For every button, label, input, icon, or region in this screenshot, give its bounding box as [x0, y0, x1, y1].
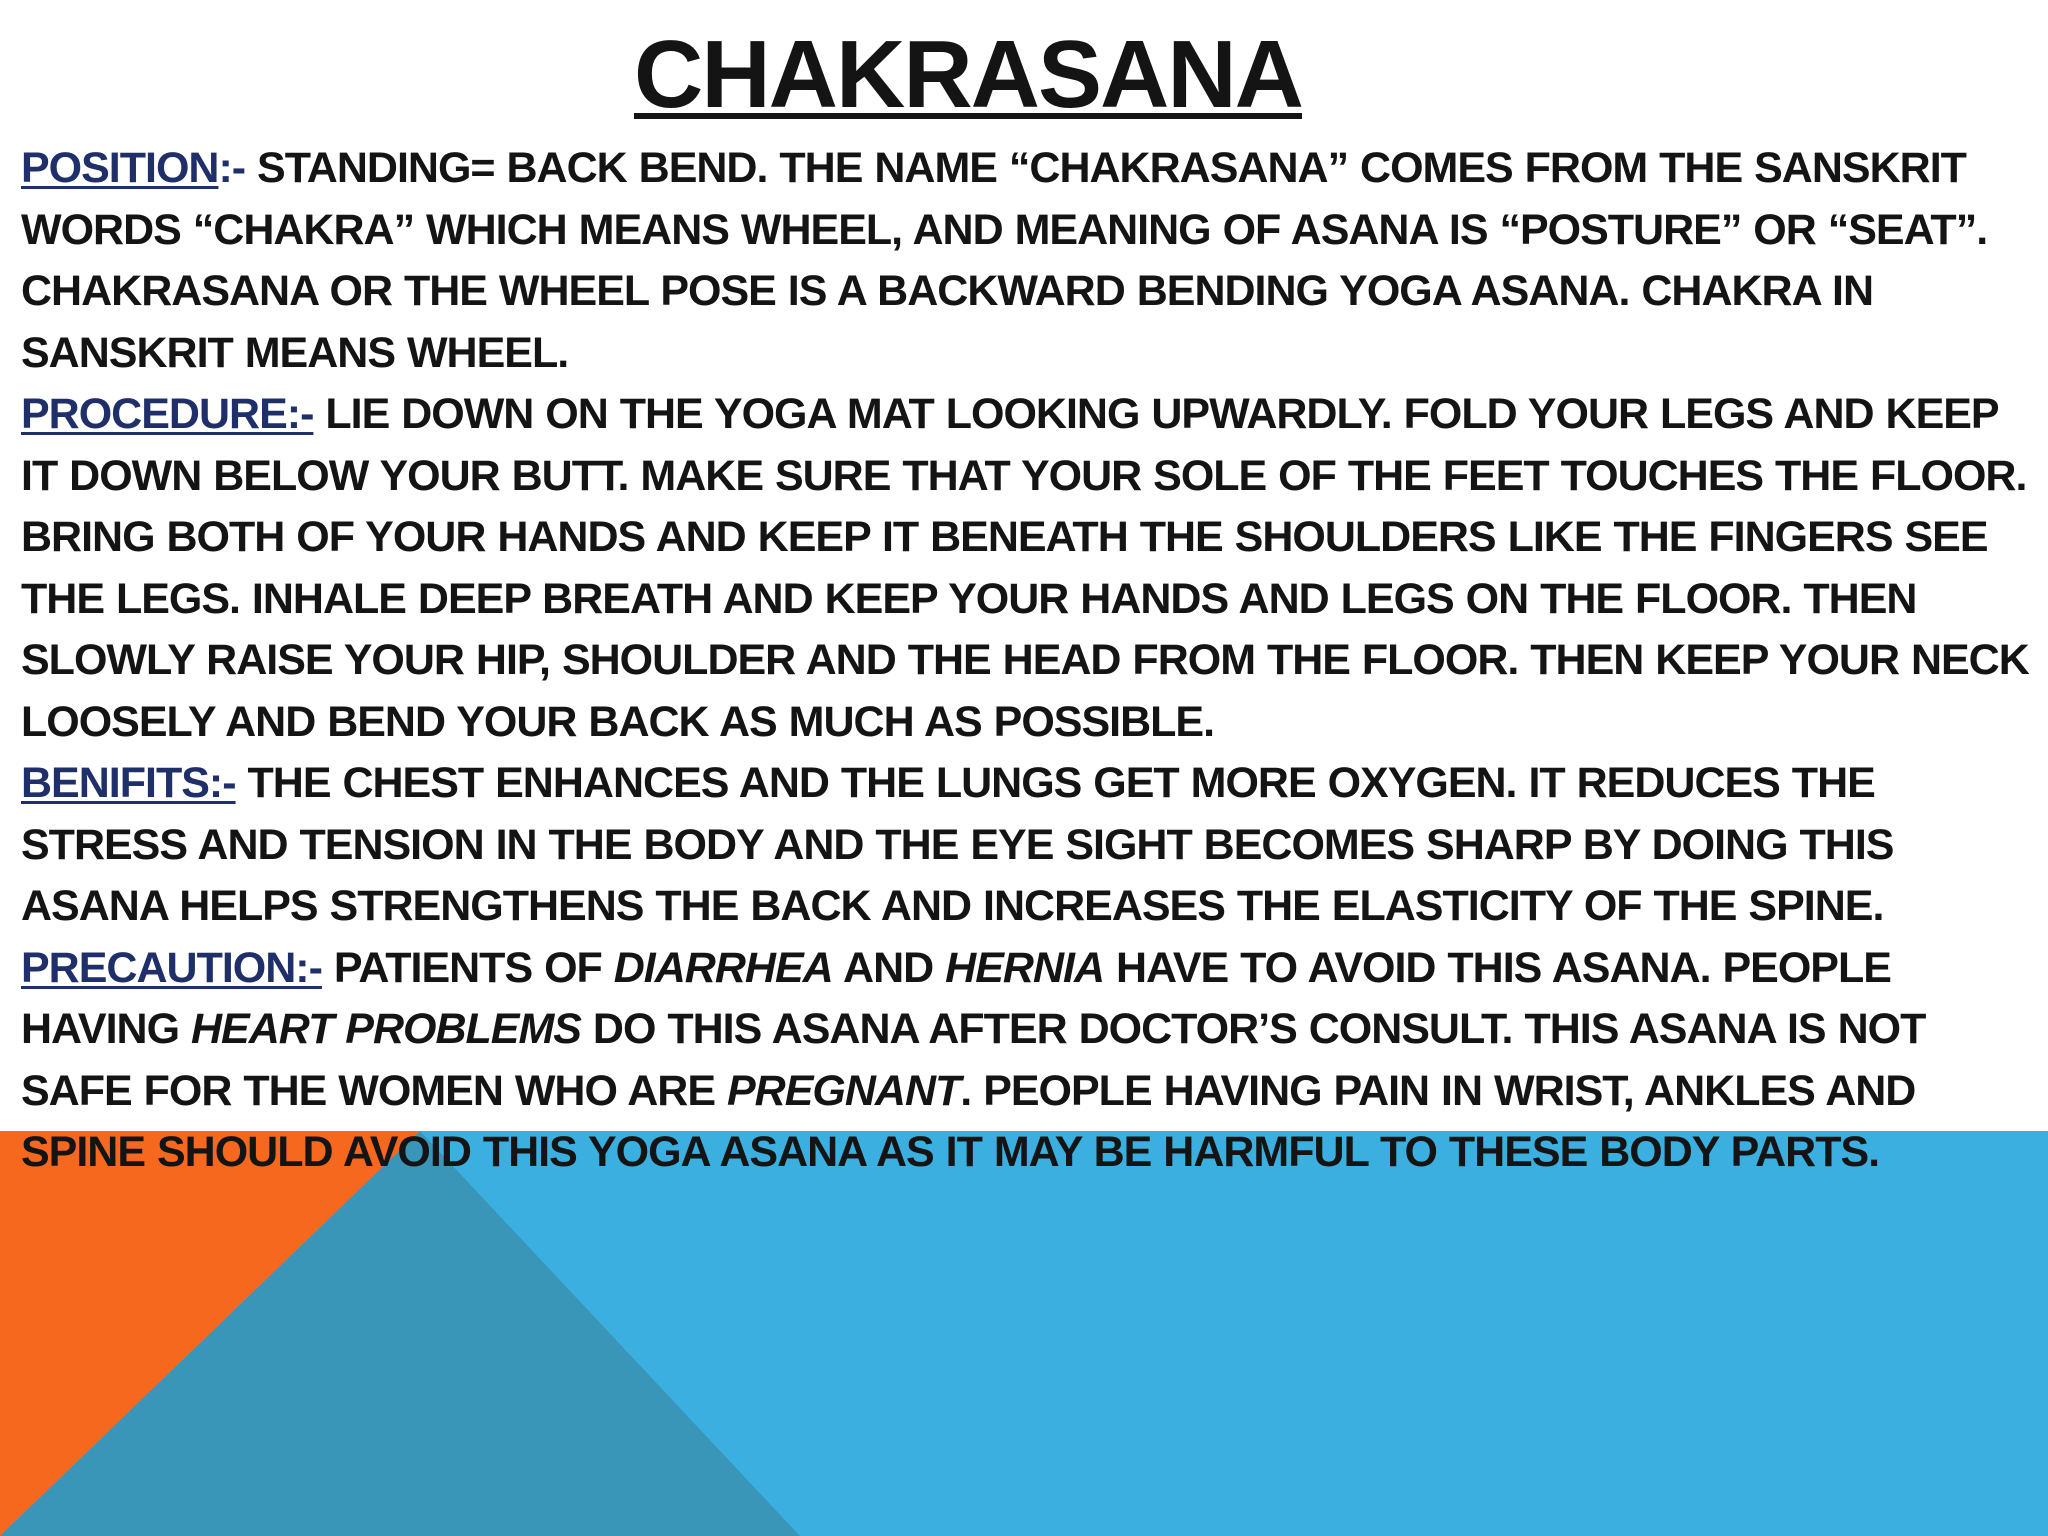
procedure-paragraph — [21, 384, 2031, 753]
precaution-text-5: . PEOPLE HAVING PAIN IN WRIST, ANKLES AND SPINE SHOULD AVOID THIS YOGA ASANA AS IT MAY BE HARMFUL TO THESE BODY PARTS. — [21, 1066, 1916, 1176]
asana-name-2: CHAKRASANA — [21, 267, 318, 315]
precaution-text-3: HAVE TO AVOID THIS ASANA. PEOPLE HAVING — [21, 943, 1891, 1053]
procedure-heading: PROCEDURE:- — [21, 390, 314, 438]
benefits-heading: BENIFITS:- — [21, 759, 236, 807]
slide-title: CHAKRASANA — [634, 21, 1302, 128]
position-separator: :- — [218, 144, 246, 192]
position-paragraph — [21, 138, 2031, 384]
procedure-text: LIE DOWN ON THE YOGA MAT LOOKING UPWARDLY. FOLD YOUR LEGS AND KEEP IT DOWN BELOW YOUR BUTT. MAKE SURE THAT YOUR SOLE OF THE FEET TOUCHES THE FLOOR. BRING BOTH OF YOUR HANDS AND KEEP IT BENEATH THE SHOULDERS LIKE THE FINGERS SEE THE LEGS. INHALE DEEP BREATH AND KEEP YOUR HANDS AND LEGS ON THE FLOOR. THEN SLOWLY RAISE YOUR HIP, SHOULDER AND THE HEAD FROM THE FLOOR. THEN KEEP YOUR NECK LOOSELY AND BEND YOUR BACK AS MUCH AS POSSIBLE. — [21, 390, 2029, 746]
position-text-2: ” COMES FROM THE SANSKRIT WORDS “CHAKRA” WHICH MEANS WHEEL, AND MEANING OF ASANA IS “POSTURE” OR “SEAT”. — [21, 144, 1988, 254]
condition-heart-problems: HEART PROBLEMS — [191, 1005, 581, 1053]
benefits-text: THE CHEST ENHANCES AND THE LUNGS GET MORE OXYGEN. IT REDUCES THE STRESS AND TENSION IN THE BODY AND THE EYE SIGHT BECOMES SHARP BY DOING THIS ASANA HELPS STRENGTHENS THE BACK AND INCREASES THE ELASTICITY OF THE SPINE. — [21, 759, 1894, 930]
precaution-text-4: DO THIS ASANA AFTER DOCTOR’S CONSULT. THIS ASANA IS NOT SAFE FOR THE WOMEN WHO ARE — [21, 1005, 1926, 1115]
condition-diarrhea: DIARRHEA — [613, 943, 833, 992]
position-type: STANDING= BACK BEND. — [245, 144, 768, 192]
position-heading: POSITION — [21, 144, 219, 192]
condition-hernia: HERNIA — [945, 943, 1105, 992]
condition-pregnant: PREGNANT — [727, 1066, 961, 1115]
precaution-heading: PRECAUTION:- — [21, 943, 322, 992]
benefits-paragraph — [21, 753, 2031, 938]
position-text-1: THE NAME “ — [767, 144, 1030, 192]
precaution-paragraph — [21, 938, 2031, 1184]
position-text-3: OR THE WHEEL POSE IS A BACKWARD BENDING YOGA ASANA. CHAKRA IN SANSKRIT MEANS WHEEL. — [21, 267, 1874, 377]
asana-name: CHAKRASANA — [1029, 144, 1328, 192]
precaution-text-1: PATIENTS OF — [321, 943, 614, 992]
slide-body — [21, 138, 2031, 1184]
precaution-text-2: AND — [832, 943, 946, 992]
